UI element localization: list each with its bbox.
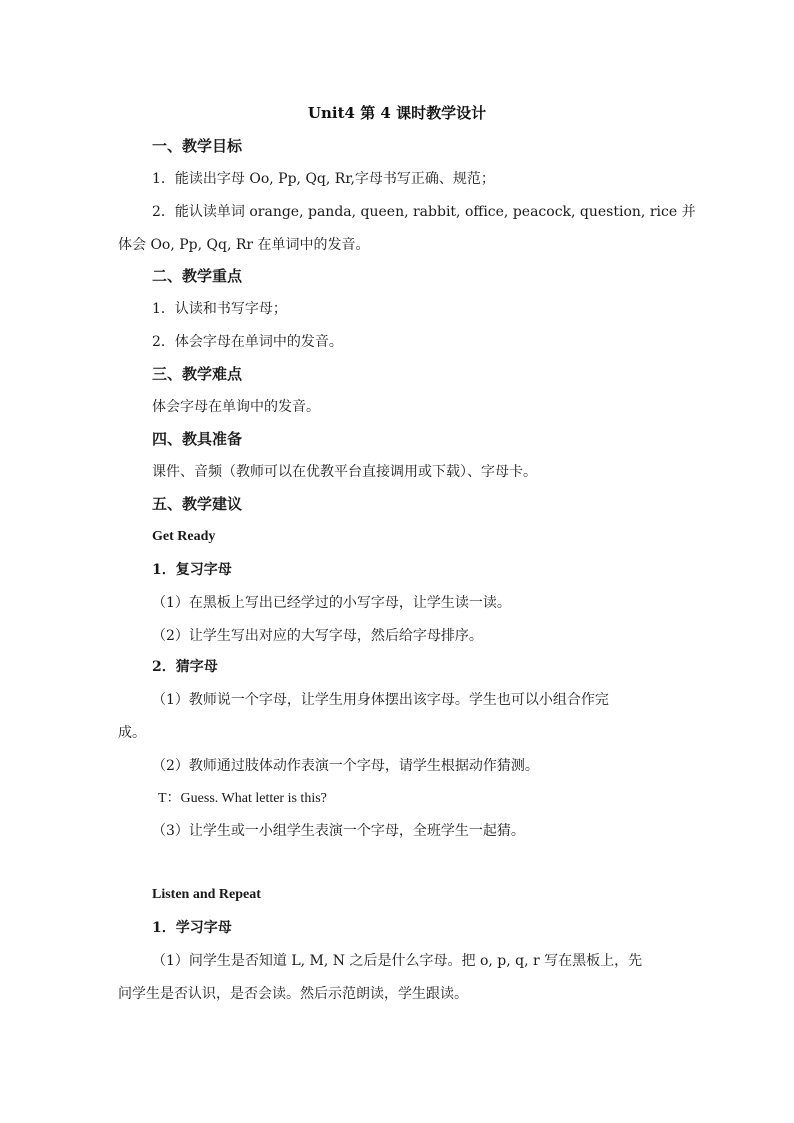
guess-letters-item-3: （3）让学生或一小组学生表演一个字母，全班学生一起猜。 — [152, 823, 525, 839]
objective-item-1: 1．能读出字母 Oo, Pp, Qq, Rr,字母书写正确、规范； — [152, 171, 495, 187]
subsection-listen-and-repeat: Listen and Repeat — [152, 887, 261, 902]
step-heading-guess-letters: 2．猜字母 — [152, 659, 218, 675]
objective-item-2-continued: 体会 Oo, Pp, Qq, Rr 在单词中的发音。 — [118, 237, 370, 253]
key-point-item-2: 2．体会字母在单词中的发音。 — [152, 334, 343, 350]
review-letters-item-1: （1）在黑板上写出已经学过的小写字母，让学生读一读。 — [152, 595, 511, 611]
document-title: Unit4 第 4 课时教学设计 — [307, 104, 487, 122]
section-heading-key-points: 二、教学重点 — [152, 267, 243, 285]
guess-letters-item-2: （2）教师通过肢体动作表演一个字母，请学生根据动作猜测。 — [152, 758, 539, 774]
difficulty-item-1: 体会字母在单询中的发音。 — [152, 399, 320, 415]
learn-letters-item-1: （1）问学生是否知道 L, M, N 之后是什么字母。把 o, p, q, r 写在黑板上，先 — [152, 953, 643, 969]
guess-letters-item-1-continued: 成。 — [118, 725, 146, 741]
section-heading-preparation: 四、教具准备 — [152, 430, 243, 448]
section-heading-suggestions: 五、教学建议 — [152, 495, 243, 513]
section-heading-objectives: 一、教学目标 — [152, 137, 243, 155]
section-heading-difficulties: 三、教学难点 — [152, 365, 243, 383]
step-heading-learn-letters: 1．学习字母 — [152, 920, 232, 936]
subsection-get-ready: Get Ready — [152, 529, 216, 544]
objective-item-2: 2．能认读单词 orange, panda, queen, rabbit, office, peacock, question, rice 并 — [152, 204, 696, 220]
guess-letters-item-1: （1）教师说一个字母，让学生用身体摆出该字母。学生也可以小组合作完 — [152, 692, 609, 708]
guess-letters-dialogue: T：Guess. What letter is this? — [158, 791, 327, 806]
review-letters-item-2: （2）让学生写出对应的大写字母，然后给字母排序。 — [152, 628, 483, 644]
key-point-item-1: 1．认读和书写字母； — [152, 301, 287, 317]
learn-letters-item-1-continued: 问学生是否认识，是否会读。然后示范朗读，学生跟读。 — [118, 986, 468, 1002]
preparation-item-1: 课件、音频（教师可以在优教平台直接调用或下载）、字母卡。 — [152, 464, 537, 480]
step-heading-review-letters: 1．复习字母 — [152, 562, 232, 578]
